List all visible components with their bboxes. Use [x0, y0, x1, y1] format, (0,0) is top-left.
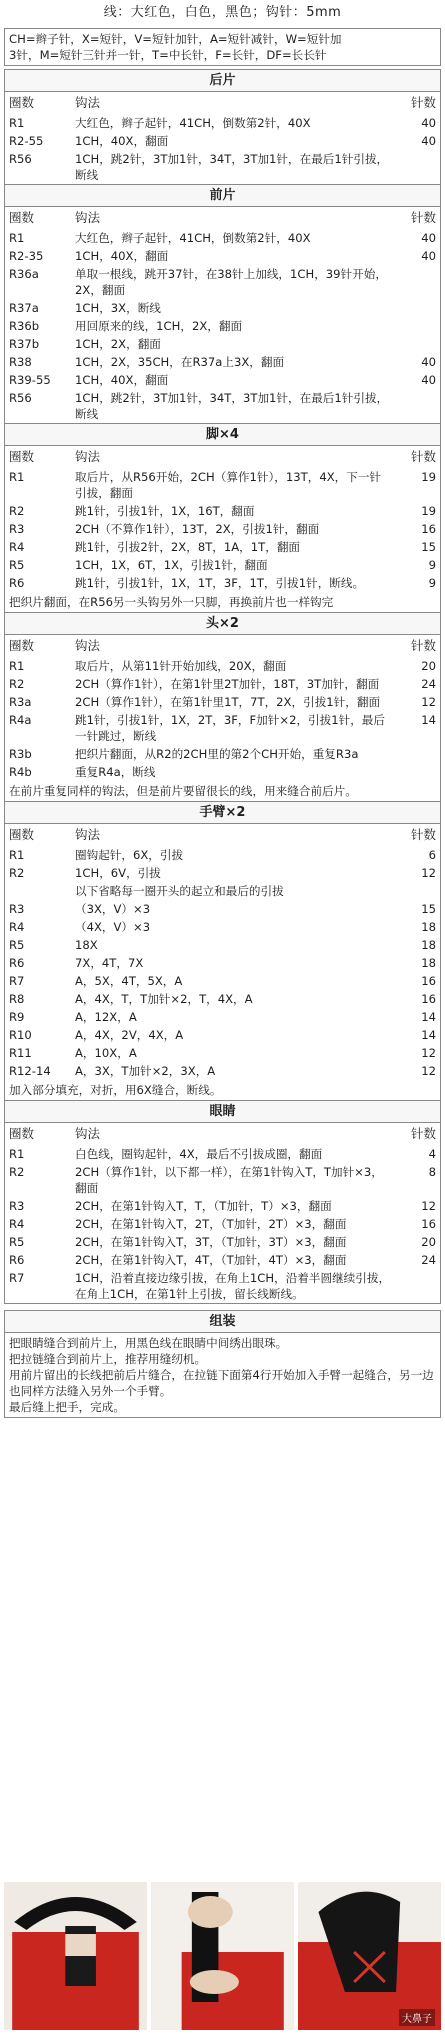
method-cell: 1CH，2X，翻面 [75, 337, 161, 351]
assembly-line: 把眼睛缝合到前片上，用黑色线在眼睛中间绣出眼珠。 [9, 1336, 288, 1350]
table-row [5, 1269, 440, 1303]
assembly-line: 用前片留出的长线把前后片缝合，在拉链下面第4行开始加入手臂一起缝合，另一边也同样方法缝入另外一个手臂。 [9, 1368, 434, 1398]
section-note: 在前片重复同样的钩法，但是前片要留很长的线，用来缝合前后片。 [9, 784, 357, 798]
column-header-stitches: 针数 [410, 95, 436, 110]
method-cell: 大红色，辫子起针，41CH，倒数第2针，40X [75, 116, 311, 130]
table-row [5, 1233, 440, 1251]
method-cell: 7X，4T，7X [75, 956, 144, 970]
stitch-count-cell: 19 [421, 470, 436, 484]
method-cell: 跳1针，引拔1针，1X，1T，3F，1T，引拔1针，断线。 [75, 576, 365, 590]
round-cell: R37a [9, 301, 39, 315]
abbreviation-box [4, 28, 441, 66]
round-cell: R36a [9, 267, 39, 281]
column-header-round: 圈数 [9, 827, 35, 842]
table-row [5, 675, 440, 693]
stitch-count-cell: 14 [421, 713, 436, 727]
table-row [5, 502, 440, 520]
method-cell: A，4X，T，T加针×2，T，4X，A [75, 992, 253, 1006]
round-cell: R36b [9, 319, 40, 333]
stitch-count-cell: 24 [421, 1253, 436, 1267]
round-cell: R9 [9, 1010, 25, 1024]
round-cell: R5 [9, 938, 25, 952]
photo-watermark: 大鼻子 [399, 2009, 435, 2026]
column-header-method: 钩法 [75, 95, 101, 110]
table-row [5, 918, 440, 936]
section-title: 后片 [5, 70, 440, 92]
method-cell: （3X，V）×3 [75, 902, 151, 916]
round-cell: R2 [9, 866, 25, 880]
round-cell: R4 [9, 1217, 25, 1231]
column-header-stitches: 针数 [410, 638, 436, 653]
handle-sewing-illustration [151, 1882, 294, 2030]
table-row [5, 520, 440, 538]
yarn-line: 线：大红色，白色，黑色；钩针：5mm [103, 5, 342, 20]
table-row [5, 990, 440, 1008]
round-cell: R37b [9, 337, 40, 351]
table-header-row [5, 635, 440, 657]
method-cell: 大红色，辫子起针，41CH，倒数第2针，40X [75, 231, 311, 245]
pattern-section [4, 424, 441, 613]
column-header-stitches: 针数 [410, 1126, 436, 1141]
stitch-count-cell: 14 [421, 1028, 436, 1042]
stitch-count-cell: 16 [421, 522, 436, 536]
stitch-count-cell: 20 [421, 659, 436, 673]
round-cell: R6 [9, 1253, 25, 1267]
round-cell: R3a [9, 695, 32, 709]
method-cell: 2CH，在第1针钩入T，2T，（T加针，2T）×3，翻面 [75, 1217, 347, 1231]
stitch-count-cell: 18 [421, 956, 436, 970]
section-title: 手臂×2 [5, 802, 440, 824]
stitch-count-cell: 15 [421, 540, 436, 554]
round-cell: R2 [9, 1165, 25, 1179]
method-cell: 1CH，2X，35CH，在R37a上3X，翻面 [75, 355, 285, 369]
round-cell: R4 [9, 920, 25, 934]
round-cell: R3 [9, 522, 25, 536]
table-row [5, 763, 440, 781]
method-cell: 1CH，40X，翻面 [75, 249, 169, 263]
photo-handle-sewing [151, 1882, 294, 2030]
table-row [5, 1062, 440, 1080]
round-cell: R56 [9, 391, 32, 405]
round-cell: R5 [9, 558, 25, 572]
method-cell: 1CH，沿着直接边缘引拔，在角上1CH，沿着半圆继续引拔，在角上1CH，在第1针上引拔，留长线断线。 [75, 1271, 391, 1301]
stitch-count-cell: 19 [421, 504, 436, 518]
table-row [5, 693, 440, 711]
column-header-method: 钩法 [75, 827, 101, 842]
method-cell: 单取一根线，跳开37针，在38针上加线，1CH，39针开始，2X，翻面 [75, 267, 387, 297]
section-note: 加入部分填充，对折，用6X缝合，断线。 [9, 1083, 222, 1097]
method-cell: 圈钩起针，6X，引拔 [75, 848, 184, 862]
stitch-count-cell: 16 [421, 1217, 436, 1231]
method-cell: 2CH（算作1针），在第1针里1T，7T，2X，引拔1针，翻面 [75, 695, 381, 709]
round-cell: R4 [9, 540, 25, 554]
round-cell: R7 [9, 1271, 25, 1285]
round-cell: R1 [9, 231, 25, 245]
table-row [5, 745, 440, 763]
stitch-count-cell: 4 [428, 1147, 436, 1161]
method-cell: 1CH，40X，翻面 [75, 373, 169, 387]
abbreviation-line: CH=辫子针，X=短针，V=短针加针，A=短针减针，W=短针加 [9, 32, 342, 46]
stitch-count-cell: 40 [421, 373, 436, 387]
round-cell: R4b [9, 765, 32, 779]
table-row [5, 556, 440, 574]
pattern-section [4, 613, 441, 802]
stitch-count-cell: 9 [428, 576, 436, 590]
pattern-section [4, 1101, 441, 1304]
table-row [5, 846, 440, 864]
method-cell: 2CH（不算作1针），13T，2X，引拔1针，翻面 [75, 522, 320, 536]
method-cell: 18X [75, 938, 98, 952]
method-cell: 白色线，圈钩起针，4X，最后不引拔成圈，翻面 [75, 1147, 323, 1161]
table-row [5, 1163, 440, 1197]
method-cell: 取后片，从第11针开始加线，20X，翻面 [75, 659, 287, 673]
table-row [5, 114, 440, 132]
round-cell: R11 [9, 1046, 32, 1060]
photo-handle-bag [4, 1882, 147, 2030]
round-cell: R5 [9, 1235, 25, 1249]
pattern-section [4, 185, 441, 424]
column-header-method: 钩法 [75, 638, 101, 653]
table-row [5, 900, 440, 918]
table-row [5, 1215, 440, 1233]
method-cell: A，4X，2V，4X，A [75, 1028, 184, 1042]
stitch-count-cell: 14 [421, 1010, 436, 1024]
round-cell: R1 [9, 1147, 25, 1161]
table-row [5, 389, 440, 423]
column-header-round: 圈数 [9, 638, 35, 653]
method-cell: 跳1针，引拔2针，2X，8T，1A，1T，翻面 [75, 540, 301, 554]
table-row [5, 1044, 440, 1062]
column-header-round: 圈数 [9, 1126, 35, 1141]
table-row [5, 317, 440, 335]
method-cell: 1CH，40X，翻面 [75, 134, 169, 148]
method-cell: 2CH，在第1针钩入T，3T，（T加针，3T）×3，翻面 [75, 1235, 347, 1249]
table-header-row [5, 92, 440, 114]
section-title: 前片 [5, 185, 440, 207]
stitch-count-cell: 40 [421, 231, 436, 245]
round-cell: R10 [9, 1028, 32, 1042]
method-cell: A，5X，4T，5X，A [75, 974, 183, 988]
column-header-stitches: 针数 [410, 827, 436, 842]
round-cell: R2-55 [9, 134, 44, 148]
section-title: 眼睛 [5, 1101, 440, 1123]
round-cell: R1 [9, 659, 25, 673]
table-row [5, 1197, 440, 1215]
table-row [5, 657, 440, 675]
method-cell: 取后片，从R56开始，2CH（算作1针），13T，4X，下一针引拔，翻面 [75, 470, 382, 500]
table-row [5, 1251, 440, 1269]
table-header-row [5, 824, 440, 846]
column-header-round: 圈数 [9, 95, 35, 110]
round-cell: R38 [9, 355, 32, 369]
table-header-row [5, 1123, 440, 1145]
method-cell: A，12X，A [75, 1010, 137, 1024]
table-row [5, 371, 440, 389]
stitch-count-cell: 12 [421, 1064, 436, 1078]
section-title: 脚×4 [5, 424, 440, 446]
table-row [5, 353, 440, 371]
stitch-count-cell: 40 [421, 134, 436, 148]
stitch-count-cell: 16 [421, 974, 436, 988]
method-cell: 1CH，1X，6T，1X，引拔1针，翻面 [75, 558, 268, 572]
column-header-round: 圈数 [9, 449, 35, 464]
table-row [5, 265, 440, 299]
section-note: 把织片翻面，在R56另一头钩另外一只脚，再换前片也一样钩完 [9, 595, 334, 609]
column-header-method: 钩法 [75, 1126, 101, 1141]
method-cell: 2CH（算作1针），在第1针里2T加针，18T，3T加针，翻面 [75, 677, 380, 691]
table-row [5, 954, 440, 972]
table-row [5, 1145, 440, 1163]
stitch-count-cell: 8 [428, 1165, 436, 1179]
stitch-count-cell: 15 [421, 902, 436, 916]
table-row [5, 711, 440, 745]
column-header-round: 圈数 [9, 210, 35, 225]
stitch-count-cell: 6 [428, 848, 436, 862]
method-cell: 1CH，3X，断线 [75, 301, 161, 315]
stitched-handle-illustration [298, 1882, 441, 2030]
table-row [5, 864, 440, 882]
table-row [5, 972, 440, 990]
method-cell: A，10X，A [75, 1046, 137, 1060]
stitch-count-cell: 9 [428, 558, 436, 572]
method-cell: 把织片翻面，从R2的2CH里的第2个CH开始，重复R3a [75, 747, 359, 761]
round-cell: R12-14 [9, 1064, 51, 1078]
pattern-section [4, 802, 441, 1101]
table-row [5, 150, 440, 184]
round-cell: R2 [9, 677, 25, 691]
assembly-line: 最后缝上把手，完成。 [9, 1400, 125, 1414]
method-cell: 1CH，跳2针，3T加1针，34T，3T加1针，在最后1针引拔，断线 [75, 391, 389, 421]
stitch-count-cell: 40 [421, 355, 436, 369]
stitch-count-cell: 12 [421, 1199, 436, 1213]
stitch-count-cell: 18 [421, 920, 436, 934]
method-cell: 跳1针，引拔1针，1X，2T，3F，F加针×2，引拔1针，最后一针跳过，断线 [75, 713, 385, 743]
round-cell: R6 [9, 956, 25, 970]
stitch-count-cell: 18 [421, 938, 436, 952]
table-row [5, 299, 440, 317]
round-cell: R56 [9, 152, 32, 166]
table-header-row [5, 207, 440, 229]
table-row [5, 936, 440, 954]
stitch-count-cell: 12 [421, 695, 436, 709]
assembly-body [4, 1333, 441, 1418]
method-cell: （4X，V）×3 [75, 920, 151, 934]
assembly-title: 组装 [4, 1310, 441, 1333]
round-cell: R1 [9, 848, 25, 862]
stitch-count-cell: 20 [421, 1235, 436, 1249]
method-cell: 跳1针，引拔1针，1X，16T，翻面 [75, 504, 255, 518]
bag-handle-illustration [4, 1882, 147, 2030]
table-row [5, 574, 440, 592]
method-cell: 2CH（算作1针，以下都一样），在第1针钩入T，T加针×3，翻面 [75, 1165, 383, 1195]
photo-handle-stitched [298, 1882, 441, 2030]
round-cell: R7 [9, 974, 25, 988]
method-cell: 2CH，在第1针钩入T，4T，（T加针，4T）×3，翻面 [75, 1253, 347, 1267]
method-cell: 用回原来的线，1CH，2X，翻面 [75, 319, 243, 333]
table-row [5, 538, 440, 556]
table-row [5, 1026, 440, 1044]
method-cell: 以下省略每一圈开头的起立和最后的引拔 [75, 884, 284, 898]
round-cell: R8 [9, 992, 25, 1006]
table-row [5, 468, 440, 502]
stitch-count-cell: 12 [421, 1046, 436, 1060]
pattern-sections [0, 69, 445, 1304]
table-row [5, 882, 440, 900]
method-cell: 1CH，跳2针，3T加1针，34T，3T加1针，在最后1针引拔，断线 [75, 152, 389, 182]
table-header-row [5, 446, 440, 468]
round-cell: R1 [9, 116, 25, 130]
round-cell: R3 [9, 1199, 25, 1213]
assembly-line: 把拉链缝合到前片上，推荐用缝纫机。 [9, 1352, 207, 1366]
pattern-section [4, 69, 441, 185]
table-row [5, 247, 440, 265]
table-row [5, 132, 440, 150]
column-header-method: 钩法 [75, 449, 101, 464]
round-cell: R2-35 [9, 249, 44, 263]
round-cell: R2 [9, 504, 25, 518]
round-cell: R4a [9, 713, 32, 727]
round-cell: R1 [9, 470, 25, 484]
table-row [5, 1008, 440, 1026]
abbreviation-line: 3针，M=短针三针并一针，T=中长针，F=长针，DF=长长针 [9, 48, 327, 62]
stitch-count-cell: 40 [421, 249, 436, 263]
assembly-photos [4, 1882, 441, 2030]
round-cell: R3 [9, 902, 25, 916]
stitch-count-cell: 40 [421, 116, 436, 130]
method-cell: 1CH，6V，引拔 [75, 866, 161, 880]
stitch-count-cell: 16 [421, 992, 436, 1006]
column-header-stitches: 针数 [410, 449, 436, 464]
method-cell: 重复R4a，断线 [75, 765, 156, 779]
round-cell: R39-55 [9, 373, 51, 387]
column-header-method: 钩法 [75, 210, 101, 225]
stitch-count-cell: 12 [421, 866, 436, 880]
table-row [5, 335, 440, 353]
stitch-count-cell: 24 [421, 677, 436, 691]
round-cell: R6 [9, 576, 25, 590]
round-cell: R3b [9, 747, 32, 761]
column-header-stitches: 针数 [410, 210, 436, 225]
method-cell: 2CH，在第1针钩入T，T，（T加针，T）×3，翻面 [75, 1199, 332, 1213]
method-cell: A，3X，T加针×2，3X，A [75, 1064, 216, 1078]
section-title: 头×2 [5, 613, 440, 635]
table-row [5, 229, 440, 247]
